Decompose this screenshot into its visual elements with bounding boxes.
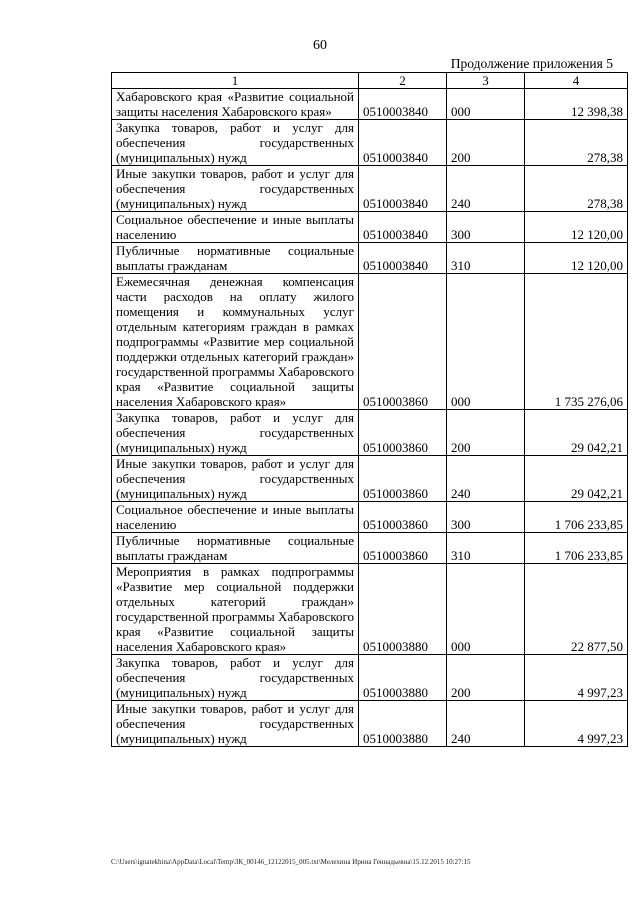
- row-code-cell: 0510003840: [359, 243, 447, 274]
- table-row: [112, 89, 628, 120]
- row-amount-cell: 4 997,23: [525, 701, 628, 747]
- row-code-cell: 0510003880: [359, 701, 447, 747]
- row-name-cell: Хабаровского края «Развитие социальной защиты населения Хабаровского края»: [112, 89, 359, 120]
- table-header-row: [112, 73, 628, 89]
- table-row: [112, 502, 628, 533]
- row-amount-cell: 1 706 233,85: [525, 533, 628, 564]
- row-name-cell: Иные закупки товаров, работ и услуг для обеспечения государственных (муниципальных) нужд: [112, 456, 359, 502]
- table-row: [112, 274, 628, 410]
- table-row: [112, 120, 628, 166]
- row-name-cell: Социальное обеспечение и иные выплаты населению: [112, 212, 359, 243]
- header-col-2: 2: [359, 73, 447, 89]
- row-name-cell: Мероприятия в рамках подпрограммы «Развитие мер социальной поддержки отдельных категорий граждан» государственной программы Хабаровского края «Развитие социальной защиты населения Хабаровского края»: [112, 564, 359, 655]
- table-row: [112, 533, 628, 564]
- row-code-cell: 0510003860: [359, 274, 447, 410]
- row-code-cell: 0510003880: [359, 564, 447, 655]
- header-col-3: 3: [447, 73, 525, 89]
- header-col-1: 1: [112, 73, 359, 89]
- row-name-cell: Иные закупки товаров, работ и услуг для обеспечения государственных (муниципальных) нужд: [112, 701, 359, 747]
- row-code-cell: 0510003860: [359, 533, 447, 564]
- row-amount-cell: 1 735 276,06: [525, 274, 628, 410]
- row-type-cell: 310: [447, 533, 525, 564]
- row-code-cell: 0510003860: [359, 456, 447, 502]
- page-number: 60: [313, 38, 327, 53]
- row-amount-cell: 278,38: [525, 166, 628, 212]
- row-code-cell: 0510003840: [359, 89, 447, 120]
- row-amount-cell: 29 042,21: [525, 410, 628, 456]
- file-path-footer: C:\Users\ignatekhina\AppData\Local\Temp\ЗК_00146_12122015_005.txt\Мелехина Ирина Геннадьевна\15.12.2015 10:27:15: [111, 858, 471, 866]
- table-row: [112, 564, 628, 655]
- row-name-cell: Социальное обеспечение и иные выплаты населению: [112, 502, 359, 533]
- row-name-cell: Иные закупки товаров, работ и услуг для обеспечения государственных (муниципальных) нужд: [112, 166, 359, 212]
- row-type-cell: 240: [447, 456, 525, 502]
- table-row: [112, 456, 628, 502]
- header-col-4: 4: [525, 73, 628, 89]
- continuation-label: Продолжение приложения 5: [450, 56, 613, 71]
- row-amount-cell: 12 120,00: [525, 212, 628, 243]
- row-code-cell: 0510003840: [359, 120, 447, 166]
- row-name-cell: Ежемесячная денежная компенсация части расходов на оплату жилого помещения и коммунальных услуг отдельным категориям граждан в рамках подпрограммы «Развитие мер социальной поддержки отдельных категорий граждан» государственной программы Хабаровского края «Развитие социальной защиты населения Хабаровского края»: [112, 274, 359, 410]
- row-amount-cell: 12 120,00: [525, 243, 628, 274]
- row-name-cell: Публичные нормативные социальные выплаты гражданам: [112, 533, 359, 564]
- row-type-cell: 300: [447, 502, 525, 533]
- row-type-cell: 000: [447, 274, 525, 410]
- row-amount-cell: 4 997,23: [525, 655, 628, 701]
- row-type-cell: 240: [447, 701, 525, 747]
- table-row: [112, 243, 628, 274]
- row-name-cell: Закупка товаров, работ и услуг для обеспечения государственных (муниципальных) нужд: [112, 120, 359, 166]
- row-name-cell: Публичные нормативные социальные выплаты гражданам: [112, 243, 359, 274]
- row-code-cell: 0510003880: [359, 655, 447, 701]
- budget-table-body: [112, 73, 628, 747]
- row-name-cell: Закупка товаров, работ и услуг для обеспечения государственных (муниципальных) нужд: [112, 655, 359, 701]
- row-code-cell: 0510003840: [359, 212, 447, 243]
- row-type-cell: 000: [447, 564, 525, 655]
- row-amount-cell: 22 877,50: [525, 564, 628, 655]
- table-row: [112, 166, 628, 212]
- row-type-cell: 310: [447, 243, 525, 274]
- row-type-cell: 000: [447, 89, 525, 120]
- row-amount-cell: 29 042,21: [525, 456, 628, 502]
- row-code-cell: 0510003840: [359, 166, 447, 212]
- table-row: [112, 212, 628, 243]
- row-amount-cell: 12 398,38: [525, 89, 628, 120]
- row-type-cell: 200: [447, 120, 525, 166]
- row-code-cell: 0510003860: [359, 502, 447, 533]
- table-row: [112, 701, 628, 747]
- row-code-cell: 0510003860: [359, 410, 447, 456]
- row-type-cell: 300: [447, 212, 525, 243]
- row-type-cell: 200: [447, 410, 525, 456]
- row-name-cell: Закупка товаров, работ и услуг для обеспечения государственных (муниципальных) нужд: [112, 410, 359, 456]
- row-type-cell: 200: [447, 655, 525, 701]
- row-type-cell: 240: [447, 166, 525, 212]
- table-row: [112, 410, 628, 456]
- budget-table: [111, 72, 628, 747]
- row-amount-cell: 278,38: [525, 120, 628, 166]
- table-row: [112, 655, 628, 701]
- row-amount-cell: 1 706 233,85: [525, 502, 628, 533]
